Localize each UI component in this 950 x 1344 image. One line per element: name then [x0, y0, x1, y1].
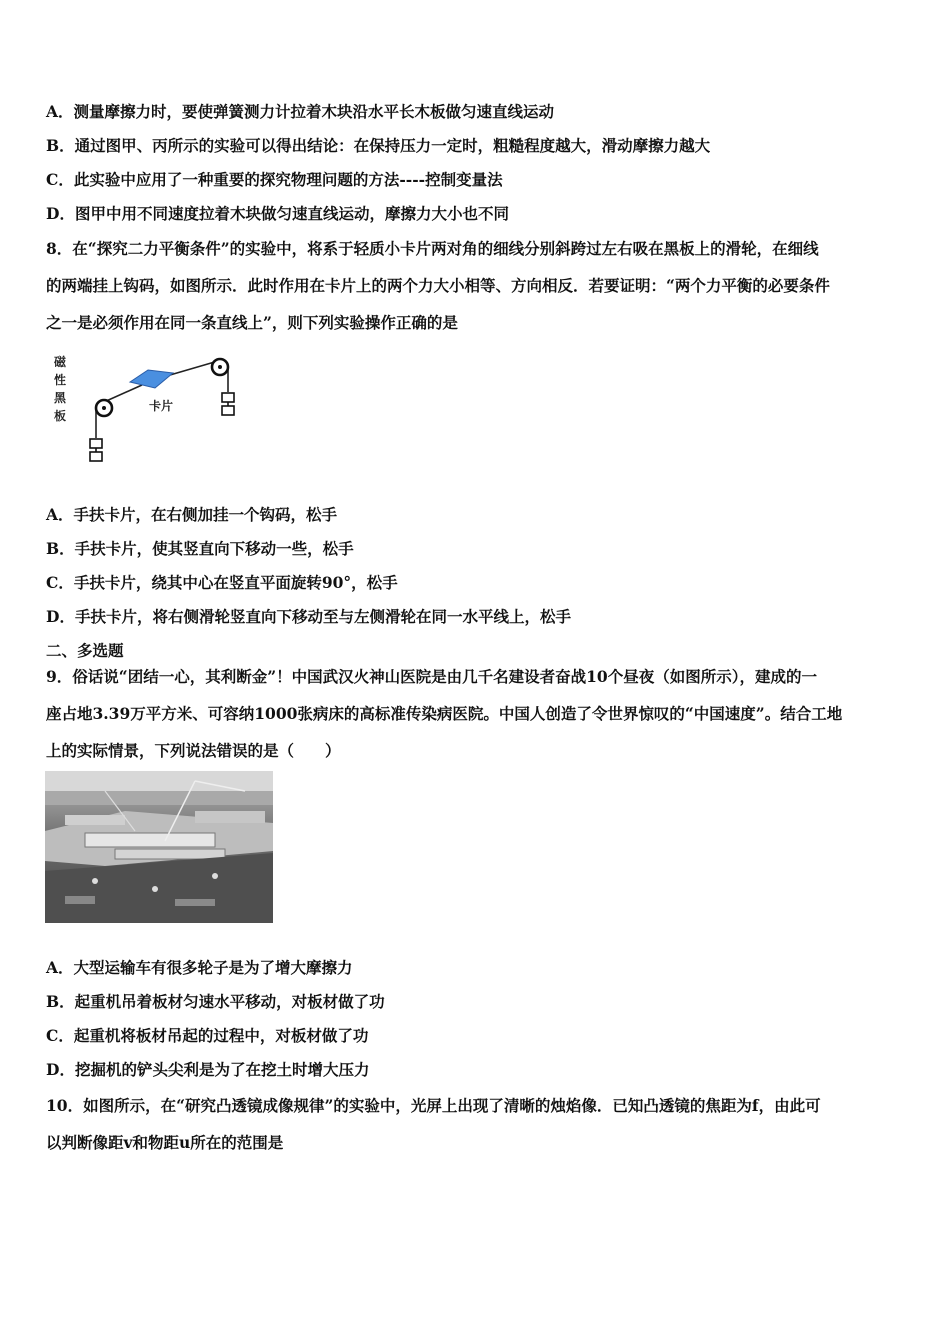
q10-stem-line-2: 以判断像距v和物距u所在的范围是 — [46, 1133, 284, 1152]
right-weights-icon — [222, 393, 234, 415]
q8-option-c: C．手扶卡片，绕其中心在竖直平面旋转90°，松手 — [46, 573, 398, 592]
q8-option-a: A．手扶卡片，在右侧加挂一个钩码，松手 — [46, 505, 338, 524]
q8-pulley-card-figure — [46, 352, 256, 472]
board-label-char-2: 性 — [54, 373, 67, 387]
construction-site-photo — [45, 771, 273, 923]
q9-option-c: C．起重机将板材吊起的过程中，对板材做了功 — [46, 1026, 369, 1045]
q8-stem-line-3: 之一是必须作用在同一条直线上”，则下列实验操作正确的是 — [46, 313, 458, 332]
card-shape — [130, 370, 173, 388]
board-label-char-1: 磁 — [54, 355, 67, 369]
left-pulley-icon — [96, 400, 112, 416]
board-label-char-4: 板 — [54, 409, 67, 423]
right-pulley-icon — [212, 359, 228, 375]
q7-option-c: C．此实验中应用了一种重要的探究物理问题的方法----控制变量法 — [46, 170, 503, 189]
card-label: 卡片 — [149, 399, 174, 413]
q8-option-b: B．手扶卡片，使其竖直向下移动一些，松手 — [46, 539, 354, 558]
section-title: 二、多选题 — [46, 641, 124, 660]
q9-stem-line-3: 上的实际情景，下列说法错误的是（ ） — [46, 741, 341, 760]
q7-option-d: D．图甲中用不同速度拉着木块做匀速直线运动，摩擦力大小也不同 — [46, 204, 509, 223]
q8-option-d: D．手扶卡片，将右侧滑轮竖直向下移动至与左侧滑轮在同一水平线上，松手 — [46, 607, 571, 626]
q8-stem-line-2: 的两端挂上钩码，如图所示．此时作用在卡片上的两个力大小相等、方向相反．若要证明：“两个力平衡的必要条件 — [46, 276, 830, 295]
q9-stem-line-2: 座占地3.39万平方米、可容纳1000张病床的高标准传染病医院。中国人创造了令世界惊叹的“中国速度”。结合工地 — [46, 704, 843, 723]
q10-stem-line-1: 10．如图所示，在“研究凸透镜成像规律”的实验中，光屏上出现了清晰的烛焰像．已知凸透镜的焦距为f，由此可 — [46, 1096, 821, 1115]
q9-stem-line-1: 9．俗话说“团结一心，其利断金”！中国武汉火神山医院是由几千名建设者奋战10个昼夜（如图所示），建成的一 — [46, 667, 817, 686]
left-weights-icon — [90, 439, 102, 461]
q9-option-d: D．挖掘机的铲头尖利是为了在挖土时增大压力 — [46, 1060, 370, 1079]
q8-stem-line-1: 8．在“探究二力平衡条件”的实验中，将系于轻质小卡片两对角的细线分别斜跨过左右吸在黑板上的滑轮，在细线 — [46, 239, 819, 258]
q9-option-b: B．起重机吊着板材匀速水平移动，对板材做了功 — [46, 992, 385, 1011]
board-label-char-3: 黑 — [54, 391, 67, 405]
q7-option-a: A．测量摩擦力时，要使弹簧测力计拉着木块沿水平长木板做匀速直线运动 — [46, 102, 555, 121]
q7-option-b: B．通过图甲、丙所示的实验可以得出结论：在保持压力一定时，粗糙程度越大，滑动摩擦力越大 — [46, 136, 711, 155]
q9-option-a: A．大型运输车有很多轮子是为了增大摩擦力 — [46, 958, 353, 977]
